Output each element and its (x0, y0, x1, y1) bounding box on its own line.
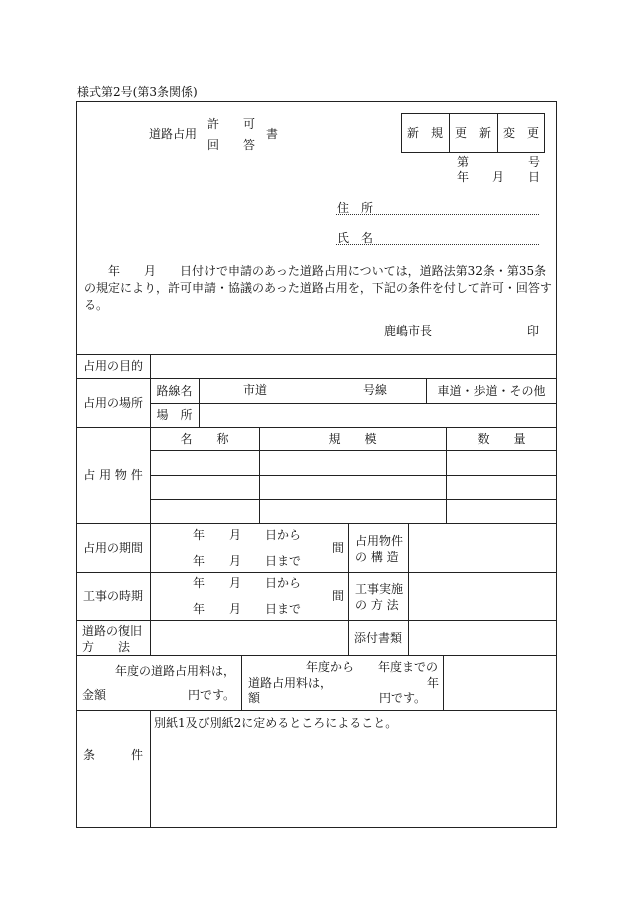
title-kai: 回 (207, 138, 220, 152)
objects-label: 占 用 物 件 (83, 468, 143, 482)
attachments-label: 添付書類 (353, 630, 402, 645)
issuer-title: 鹿嶋市長 (384, 324, 433, 338)
road-type-options[interactable]: 車道・歩道・その他 (437, 383, 546, 398)
title-kyo: 許 (207, 117, 220, 131)
period-to[interactable]: 年 月 日まで (193, 554, 302, 568)
restore-label-2: 方 法 (82, 640, 131, 654)
col-line (241, 655, 242, 710)
structure-label-2: の 構 造 (355, 550, 399, 564)
address-line (336, 214, 539, 215)
route-name-label: 路線名 (156, 383, 193, 398)
objects-header-scale: 規 模 (328, 431, 377, 446)
date-day: 日 (528, 170, 541, 184)
place-field[interactable] (200, 404, 556, 426)
method-label-2: の 方 法 (355, 598, 399, 612)
work-period-label: 工事の時期 (82, 589, 143, 603)
conditions-text: 別紙1及び別紙2に定めるところによること。 (154, 716, 398, 730)
name-line (336, 244, 539, 245)
date-year: 年 (457, 170, 470, 184)
body-text: 年 月 日付けで申請のあった道路占用については，道路法第32条・第35条の規定により，許可申請・協議のあった道路占用を，下記の条件を付して許可・回答する。 (84, 264, 552, 312)
title-to: 答 (243, 138, 256, 152)
type-new-checkbox[interactable]: 新 規 (406, 126, 443, 140)
fee-right-yen: 円です。 (379, 691, 427, 705)
title-sho: 書 (266, 127, 279, 141)
work-from[interactable]: 年 月 日から (193, 576, 302, 590)
type-change-checkbox[interactable]: 変 更 (502, 126, 539, 140)
location-label: 占用の場所 (82, 395, 143, 410)
method-label-1: 工事実施 (355, 582, 404, 596)
name-label: 氏 名 (337, 231, 374, 245)
work-between: 間 (332, 589, 345, 603)
row-line (150, 499, 557, 500)
row-line (150, 475, 557, 476)
row-line (76, 655, 557, 656)
objects-header-name: 名 称 (180, 431, 229, 446)
period-from[interactable]: 年 月 日から (193, 528, 302, 542)
period-between: 間 (332, 541, 345, 555)
route-number-suffix: 号線 (363, 383, 388, 397)
fee-left-line1: 年度の道路占用料は， (115, 664, 236, 678)
row-line (76, 620, 557, 621)
col-line (408, 523, 409, 655)
purpose-label: 占用の目的 (82, 359, 143, 373)
place-label: 場 所 (156, 408, 193, 422)
structure-label-1: 占用物件 (355, 534, 404, 548)
seal-mark: 印 (527, 324, 540, 338)
objects-header-quantity: 数 量 (477, 431, 526, 446)
address-label: 住 所 (337, 201, 374, 215)
fee-left-amount-label: 金額 (82, 688, 107, 702)
title-ka: 可 (243, 117, 256, 131)
date-month: 月 (492, 170, 505, 184)
period-label: 占用の期間 (82, 540, 143, 555)
title-left: 道路占用 (149, 127, 198, 141)
row-line (150, 450, 557, 451)
fee-right-year: 年 (427, 676, 440, 690)
conditions-label: 条 件 (82, 748, 143, 762)
route-city-road: 市道 (243, 383, 268, 397)
number-suffix: 号 (528, 155, 541, 169)
restore-label-1: 道路の復旧 (82, 624, 143, 638)
type-renew-checkbox[interactable]: 更 新 (454, 126, 491, 140)
form-label: 様式第2号(第3条関係) (77, 85, 198, 99)
work-to[interactable]: 年 月 日まで (193, 602, 302, 616)
number-prefix: 第 (457, 155, 470, 169)
fee-right-line1: 年度から 年度までの (306, 660, 439, 674)
fee-left-yen: 円です。 (188, 688, 236, 702)
col-line (443, 655, 444, 710)
fee-right-amount-label: 額 (248, 691, 261, 705)
col-line (150, 710, 151, 828)
purpose-field[interactable] (151, 355, 556, 377)
fee-right-line2: 道路占用料は， (248, 676, 333, 690)
